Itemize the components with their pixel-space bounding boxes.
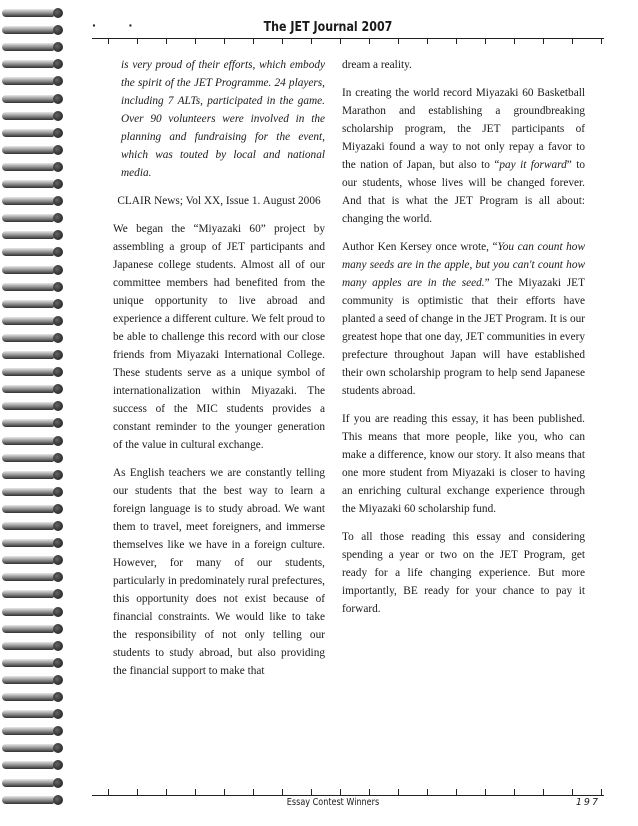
binding-ring bbox=[2, 538, 64, 548]
spiral-binding bbox=[0, 8, 70, 818]
binding-ring bbox=[2, 760, 64, 770]
binding-ring bbox=[2, 607, 64, 617]
header-tick-marks bbox=[92, 38, 604, 44]
tick-mark bbox=[398, 38, 399, 44]
binding-ring bbox=[2, 504, 64, 514]
tick-mark bbox=[108, 789, 109, 795]
binding-ring bbox=[2, 265, 64, 275]
tick-mark bbox=[108, 38, 109, 44]
paragraph-text: ” The Miyazaki JET community is optimistic that their efforts have planted a seed of change in the JET Program. It is our greatest hope that one day, JET communities in every prefecture throughout Japan will have established their own scholarship program to help send Japanese students abroad. bbox=[342, 277, 585, 397]
section-name: Essay Contest Winners bbox=[286, 797, 380, 808]
binding-ring bbox=[2, 162, 64, 172]
tick-mark bbox=[166, 789, 167, 795]
binding-ring bbox=[2, 675, 64, 685]
tick-mark bbox=[166, 38, 167, 44]
binding-ring bbox=[2, 453, 64, 463]
binding-ring bbox=[2, 658, 64, 668]
tick-mark bbox=[195, 789, 196, 795]
tick-mark bbox=[340, 38, 341, 44]
binding-ring bbox=[2, 743, 64, 753]
binding-ring bbox=[2, 589, 64, 599]
binding-ring bbox=[2, 316, 64, 326]
binding-ring bbox=[2, 692, 64, 702]
paragraph: As English teachers we are constantly telling our students that the best way to learn a foreign language is to study abroad. We want them to travel, meet foreigners, and immerse themselves like we have in a foreign culture. However, for many of our students, particularly in predominately rural prefectures, this opportunity does not exist because of financial constraints. We would like to take the responsibility of not only telling our students to study abroad, but also providing the financial support to make that bbox=[113, 467, 325, 677]
binding-ring bbox=[2, 25, 64, 35]
tick-mark bbox=[137, 789, 138, 795]
binding-ring bbox=[2, 418, 64, 428]
paragraph bbox=[342, 238, 585, 400]
page-footer bbox=[92, 797, 604, 811]
tick-mark bbox=[572, 789, 573, 795]
binding-ring bbox=[2, 624, 64, 634]
binding-ring bbox=[2, 59, 64, 69]
tick-mark bbox=[311, 789, 312, 795]
tick-mark bbox=[398, 789, 399, 795]
binding-ring bbox=[2, 230, 64, 240]
paragraph: dream a reality. bbox=[342, 59, 412, 71]
tick-mark bbox=[601, 789, 602, 795]
tick-mark bbox=[427, 38, 428, 44]
paragraph-text: ” to our students, whose lives will be changed forever. And that is what the JET Program is all about: changing the world. bbox=[342, 159, 585, 225]
binding-ring bbox=[2, 726, 64, 736]
tick-mark bbox=[601, 38, 602, 44]
tick-mark bbox=[369, 789, 370, 795]
journal-title: The JET Journal 2007 bbox=[263, 19, 393, 35]
tick-mark bbox=[456, 38, 457, 44]
binding-ring bbox=[2, 247, 64, 257]
tick-mark bbox=[253, 38, 254, 44]
paragraph bbox=[342, 84, 585, 228]
tick-mark bbox=[224, 38, 225, 44]
binding-ring bbox=[2, 145, 64, 155]
binding-ring bbox=[2, 795, 64, 805]
binding-ring bbox=[2, 384, 64, 394]
tick-mark bbox=[369, 38, 370, 44]
page-number: 197 bbox=[575, 797, 600, 808]
tick-mark bbox=[543, 789, 544, 795]
tick-mark bbox=[543, 38, 544, 44]
binding-ring bbox=[2, 555, 64, 565]
binding-ring bbox=[2, 401, 64, 411]
left-column bbox=[113, 56, 325, 690]
binding-ring bbox=[2, 42, 64, 52]
emphasis-text: You can count how many seeds are in the apple, but you can't count how many apples are in the seed. bbox=[342, 241, 585, 289]
tick-mark bbox=[340, 789, 341, 795]
paragraph-text: Author Ken Kersey once wrote, “ bbox=[342, 241, 498, 253]
binding-ring bbox=[2, 282, 64, 292]
tick-mark bbox=[311, 38, 312, 44]
binding-ring bbox=[2, 521, 64, 531]
tick-mark bbox=[514, 789, 515, 795]
footer-tick-marks bbox=[92, 789, 604, 795]
binding-ring bbox=[2, 709, 64, 719]
binding-ring bbox=[2, 76, 64, 86]
tick-mark bbox=[456, 789, 457, 795]
tick-mark bbox=[282, 789, 283, 795]
tick-mark bbox=[572, 38, 573, 44]
binding-ring bbox=[2, 333, 64, 343]
quote-citation: CLAIR News; Vol XX, Issue 1. August 2006 bbox=[117, 195, 321, 207]
binding-ring bbox=[2, 299, 64, 309]
binding-ring bbox=[2, 128, 64, 138]
emphasis-text: pay it forward bbox=[499, 159, 567, 171]
paragraph: To all those reading this essay and considering spending a year or two on the JET Program, get ready for a life changing experience. But more importantly, BE ready for your chance to pay it forward. bbox=[342, 531, 585, 615]
tick-mark bbox=[282, 38, 283, 44]
binding-ring bbox=[2, 367, 64, 377]
tick-mark bbox=[427, 789, 428, 795]
pull-quote: is very proud of their efforts, which embody the spirit of the JET Programme. 24 players, including 7 ALTs, participated in the game. Over 90 volunteers were involved in the planning and fundraising for the event, which was touted by local and national media. bbox=[121, 59, 325, 179]
binding-ring bbox=[2, 778, 64, 788]
paragraph: We began the “Miyazaki 60” project by assembling a group of JET participants and Japanese college students. Almost all of our committee members had benefited from the unique opportunity to live abroad and experience a different culture. We felt proud to be able to challenge this record with our close friends from Miyazaki International College. These students serve as a unique symbol of internationalization within Miyazaki. The success of the MIC students provides a constant reminder to the younger generation of the value in cultural exchange. bbox=[113, 223, 325, 451]
tick-mark bbox=[253, 789, 254, 795]
binding-ring bbox=[2, 641, 64, 651]
binding-ring bbox=[2, 8, 64, 18]
binding-ring bbox=[2, 350, 64, 360]
tick-mark bbox=[137, 38, 138, 44]
binding-ring bbox=[2, 436, 64, 446]
header-dots: · · bbox=[92, 17, 148, 33]
binding-ring bbox=[2, 470, 64, 480]
paragraph-text: In creating the world record Miyazaki 60 Basketball Marathon and establishing a groundbreaking scholarship program, the JET participants of Miyazaki found a way to not only repay a favor to the nation of Japan, but also to “ bbox=[342, 87, 585, 171]
binding-ring bbox=[2, 213, 64, 223]
binding-ring bbox=[2, 196, 64, 206]
footer-rule bbox=[92, 795, 604, 796]
page-header bbox=[92, 17, 604, 39]
tick-mark bbox=[195, 38, 196, 44]
right-column bbox=[342, 56, 585, 628]
binding-ring bbox=[2, 94, 64, 104]
binding-ring bbox=[2, 572, 64, 582]
tick-mark bbox=[224, 789, 225, 795]
paragraph: If you are reading this essay, it has been published. This means that more people, like you, who can make a difference, know our story. It also means that one more student from Miyazaki is closer to having an enriching cultural exchange experience through the Miyazaki 60 scholarship fund. bbox=[342, 413, 585, 515]
binding-ring bbox=[2, 179, 64, 189]
binding-ring bbox=[2, 487, 64, 497]
binding-ring bbox=[2, 111, 64, 121]
tick-mark bbox=[485, 789, 486, 795]
tick-mark bbox=[514, 38, 515, 44]
tick-mark bbox=[485, 38, 486, 44]
